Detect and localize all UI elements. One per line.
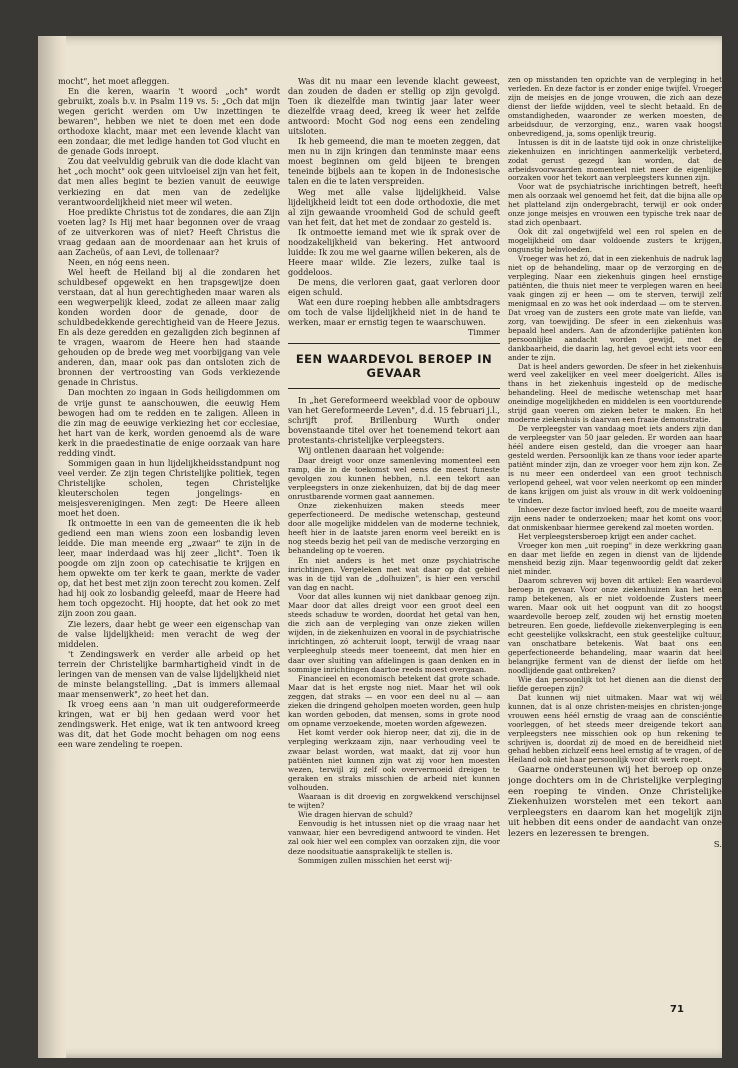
paragraph: De mens, die verloren gaat, gaat verloren door eigen schuld.	[288, 276, 500, 297]
column-middle	[288, 76, 500, 996]
paragraph: Ik ontmoette iemand met wie ik sprak over de noodzakelijkheid van bekering. Het antwoord luidde: Ik zou me wel gaarne willen bekeren, als de Heere maar wilde. Zie lezers, zulke taal is goddeloos.	[288, 226, 500, 277]
paragraph: Wat een dure roeping hebben alle ambtsdragers om toch de valse lijdelijkheid niet in de hand te werken, maar er ernstig tegen te waarschuwen.	[288, 297, 500, 328]
paragraph: Wie dragen hiervan de schuld?	[298, 810, 413, 820]
paragraph: Wel heeft de Heiland bij al die zondaren het schuldbesef opgewekt en hen trapsgewijze doen verstaan, dat al hun gerechtigheden maar waren als een wegwerpelijk kleed, zodat ze alleen maar zalig konden worden door de genade, door de schuldbedekkende gerechtigheid van de Heere Jezus. En als deze geredden en gezaligden zich beginnen af te vragen, waarom de Heere hen had staande gehouden op de brede weg met voorbijgang van vele anderen, dan, maar ook pas dan ontsloten zich de bronnen der vertroosting van Gods verkiezende genade in Christus.	[58, 266, 280, 388]
paragraph: Voor wat de psychiatrische inrichtingen betreft, heeft men als oorzaak wel genoemd het feit, dat die bijna alle op het platteland zijn ondergebracht, terwijl er ook onder onze jonge meisjes en vrouwen een typische trek naar de stad zich openbaart.	[508, 182, 722, 228]
paragraph: Weg met alle valse lijdelijkheid. Valse lijdelijkheid leidt tot een dode orthodoxie, die met al zijn gewaande vroomheid God de schuld geeft van het feit, dat het met de zondaar zo gesteld is.	[288, 186, 500, 227]
paragraph: Dan mochten zo ingaan in Gods heiligdommen om de vrije gunst te aanschouwen, die eeuwig Hem bewogen had om te redden en te zaligen. Alleen in die zin mag de eeuwige verkiezing het cor ecclesiae, het hart van de kerk, worden genoemd als de ware kerk in die praedestinatie de enige oorzaak van hare redding vindt.	[58, 387, 280, 458]
title-rule	[288, 388, 500, 389]
paragraph: Ik heb gemeend, die man te moeten zeggen, dat men nu in zijn kringen dan tenminste maar eens moest beginnen om geld bijeen te brengen teneinde bijbels aan te kopen in de Indonesische talen en die te laten verspreiden.	[288, 136, 500, 187]
paragraph: Inhoever deze factor invloed heeft, zou de moeite waard zijn eens nader te onderzoeken; maar het komt ons voor, dat onmiskenbaar hiermee gerekend zal moeten worden.	[508, 504, 722, 532]
article-title: EEN WAARDEVOL BEROEP IN GEVAAR	[295, 352, 493, 381]
paragraph: Onze ziekenhuizen maken steeds meer geperfectioneerd. De medische wetenschap, gesteund door alle mogelijke middelen van de moderne techniek, heeft hier in de laatste jaren enorm veel bereikt en is nog steeds bezig het peil van de medische verzorging en behandeling op te voeren.	[288, 500, 500, 556]
paragraph: 't Zendingswerk en verder alle arbeid op het terrein der Christelijke barmhartigheid vindt in de leringen van de mensen van de valse lijdelijkheid niet de minste belangstelling. „Dat is immers allemaal maar mensenwerk", zo heet het dan.	[58, 648, 280, 699]
paragraph: Daarom schreven wij boven dit artikel: Een waardevol beroep in gevaar. Voor onze ziekenhuizen kan het een ramp betekenen, als er niet voldoende Zusters meer waren. Maar ook uit het oogpunt van dit zo hoogst waardevolle beroep zelf, zouden wij het ernstig moeten betreuren. Een goede, liefdevolle ziekenverpleging is een echt geestelijke volkskracht, een stuk geestelijke cultuur, van onschatbare betekenis. Wat baat ons een geperfectioneerde behandeling, maar waarin dat heel belangrijke ferment van de dienst der liefde om het noodlijdende gaat ontbreken?	[508, 576, 722, 675]
paragraph: Wie dan persoonlijk tot het dienen aan die dienst der liefde geroepen zijn?	[508, 674, 722, 693]
paragraph: zen op misstanden ten opzichte van de verpleging in het verleden. En deze factor is er zonder enige twijfel. Vroeger zijn de meisjes en de jonge vrouwen, die zich aan deze dienst der liefde wijdden, veel te slecht betaald. En de omstandigheden, waaronder ze werken moesten, de arbeidsduur, de verzorging, enz., waren vaak hoogst onbevredigend, ja, soms openlijk treurig.	[508, 76, 722, 138]
magazine-page	[38, 36, 722, 1058]
paragraph: Vroeger kon men „uit roeping" in deze werkkring gaan en daar met liefde en zegen in dienst van de lijdende mensheid bezig zijn. Maar tegenwoordig geldt dat zeker niet minder.	[508, 540, 722, 577]
paragraph: Wij ontlenen daaraan het volgende:	[298, 445, 445, 456]
paragraph: Hoe predikte Christus tot de zondares, die aan Zijn voeten lag? Is Hij met haar begonnen over de vraag of ze uitverkoren was of niet? Heeft Christus die vraag gedaan aan de moordenaar aan het kruis of aan Zacheüs, of aan Levi, de tollenaar?	[58, 206, 280, 257]
paragraph: Dat is heel anders geworden. De sfeer in het ziekenhuis werd veel zakelijker en veel meer doelgericht. Alles is thans in het ziekenhuis ingesteld op de medische behandeling. Heel de medische wetenschap met haar oneindige mogelijkheden en middelen is een voortdurende strijd gaan voeren om zieken beter te maken. En het moderne ziekenhuis is daarvan een fraaie demonstratie.	[508, 361, 722, 425]
paragraph: Waaraan is dit droevig en zorgwekkend verschijnsel te wijten?	[288, 791, 500, 811]
signature-timmer: Timmer	[468, 327, 500, 338]
paragraph: Het komt verder ook hierop neer, dat zij, die in de verpleging werkzaam zijn, naar verhouding veel te zwaar belast worden, wat maakt, dat zij voor hun patiënten niet kunnen zijn wat zij voor hen moesten wezen, terwijl zij zelf ook oververmoeid dreigen te geraken en straks misschien de arbeid niet kunnen volhouden.	[288, 728, 500, 792]
paragraph: Sommigen zullen misschien het eerst wij-	[298, 855, 453, 865]
paragraph: Voor dat alles kunnen wij niet dankbaar genoeg zijn. Maar door dat alles dreigt voor een groot deel een steeds schaduw te worden, doordat het getal van hen, die zich aan de verpleging van onze zieken willen wijden, in de ziekenhuizen en vooral in de psychiatrische inrichtingen, zó achteruit loopt, terwijl de vraag naar verpleeghulp steeds meer toeneemt, dat men hier en daar over sluiting van afdelingen is gaan denken en in sommige inrichtingen daartoe reeds moest overgaan.	[288, 591, 500, 674]
paragraph: De verpleegster van vandaag moet iets anders zijn dan de verpleegster van 50 jaar geleden. Er worden aan haar héél andere eisen gesteld, dan die vroeger aan haar gesteld werden. Persoonlijk kan ze thans voor ieder aparte patiënt minder zijn, dan ze vroeger voor hem zijn kon. Ze is nu meer een onderdeel van een groot technisch verlopend geheel, wat voor velen neerkomt op een minder de kans krijgen om juist als vrouw in dit werk voldoening te vinden.	[508, 424, 722, 505]
section-rule	[288, 343, 500, 344]
column-left	[58, 76, 280, 996]
paragraph: Daar dreigt voor onze samenleving momenteel een ramp, die in de toekomst wel eens de meest funeste gevolgen zou kunnen hebben, n.l. een tekort aan verpleegsters in onze ziekenhuizen, dat bij de dag meer onrustbarende vormen gaat aannemen.	[288, 455, 500, 501]
paragraph: Ik ontmoette in een van de gemeenten die ik heb gediend een man wiens zoon een losbandig leven leidde. Die man meende erg „zwaar" te zijn in de leer, maar inderdaad was hij zeer „licht". Toen ik poogde om zijn zoon op catechisatie te krijgen en hem opwekte om ter kerk te gaan, merkte de vader op, dat het best met zijn zoon terecht zou komen. Zelf had hij ook zo losbandig geleefd, maar de Heere had hem toch opgezocht. Hij hoopte, dat het ook zo met zijn zoon zou gaan.	[58, 518, 280, 619]
paragraph: Ook dit zal ongetwijfeld wel een rol spelen en de mogelijkheid om daar voldoende zusters te krijgen, ongunstig beïnvloeden.	[508, 227, 722, 255]
page-number: 71	[670, 1004, 684, 1015]
paragraph: Ik vroeg eens aan 'n man uit oudgereformeerde kringen, wat er bij hen gedaan werd voor het zendingswerk. Het enige, wat ik ten antwoord kreeg was dit, dat het Gode mocht behagen om nog eens een ware zendeling te roepen.	[58, 698, 280, 750]
paragraph: In „het Gereformeerd weekblad voor de opbouw van het Gereformeerde Leven", d.d. 15 februari j.l., schrijft prof. Brillenburg Wurth onder bovenstaande titel over het toenemend tekort aan protestants-christelijke verpleegsters.	[288, 395, 500, 446]
paragraph: Gaarne ondersteunen wij het beroep op onze jonge dochters om in de Christelijke verpleging een roeping te vinden. Onze Christelijke Ziekenhuizen worstelen met een tekort aan verpleegsters en daarom kan het mogelijk zijn uit hebben dit eens onder de aandacht van onze lezers en lezeressen te brengen.	[508, 765, 722, 839]
paragraph: Neen, en nóg eens neen.	[68, 256, 170, 267]
paragraph: Was dit nu maar een levende klacht geweest, dan zouden de daden er stellig op zijn gevolgd. Toen ik diezelfde man twintig jaar later weer diezelfde vraag deed, kreeg ik weer het zelfde antwoord: Mocht God nog eens een zendeling uitsloten.	[288, 76, 500, 137]
paragraph: En niet anders is het met onze psychiatrische inrichtingen. Vergeleken met wat daar op dat gebied was in de tijd van de „dolhuizen", is hier een verschil van dag en nacht.	[288, 555, 500, 592]
paragraph: Zie lezers, daar hebt ge weer een eigenschap van de valse lijdelijkheid: men veracht de weg der middelen.	[58, 618, 280, 649]
paragraph: Zou dat veelvuldig gebruik van die dode klacht van het „och mocht" ook geen uitvloeisel zijn van het feit, dat men alles begint te bezien vanuit de eeuwige verkiezing en dat men van de zedelijke verantwoordelijkheid niet meer wil weten.	[58, 156, 280, 207]
paragraph: Intussen is dit in de laatste tijd ook in onze christelijke ziekenhuizen en inrichtingen aanmerkelijk verbeterd, zodat gerust gezegd kan worden, dat de arbeidsvoorwaarden momenteel niet meer de eigenlijke oorzaken voor het tekort aan verpleegsters kunnen zijn.	[508, 137, 722, 183]
paragraph: Het verpleegstersberoep krijgt een ander cachet.	[518, 531, 697, 541]
paragraph: En die keren, waarin 't woord „och" wordt gebruikt, zoals b.v. in Psalm 119 vs. 5: „Och dat mijn wegen gericht werden om Uw inzettingen te bewaren", hebben we niet te doen met een dode orthodoxe klacht, maar met een levende klacht van een zondaar, die met ledige handen tot God vlucht en de genade Gods inroept.	[58, 86, 280, 157]
column-right	[508, 76, 722, 996]
paragraph: Financieel en economisch betekent dat grote schade. Maar dat is het ergste nog niet. Maar het wil ook zeggen, dat straks — en voor een deel nu al — aan zieken die dringend geholpen moeten worden, geen hulp kan worden geboden, dat mensen, soms in grote nood om opname verzoekende, moeten worden afgewezen.	[288, 673, 500, 729]
paragraph: Dat kunnen wij niet uitmaken. Maar wat wij wél kunnen, dat is al onze christen-meisjes en christen-jonge vrouwen eens héél ernstig de vraag aan de consciëntie voorleggen, of het steeds meer dreigende tekort aan verpleegsters nee misschien ook op hun rekening te schrijven is, doordat zij de moed en de bereidheid niet gehad hebben zichzelf eens heel ernstig af te vragen, of de Heiland ook niet haar persoonlijk voor dit werk roept.	[508, 692, 722, 765]
paragraph: mocht", het moet afleggen.	[58, 76, 170, 86]
paragraph: Eenvoudig is het intussen niet op die vraag naar het vanwaar, hier een bevredigend antwoord te vinden. Het zal ook hier wel een complex van oorzaken zijn, die voor deze noodsituatie aansprakelijk te stellen is.	[288, 819, 500, 856]
paragraph: Vroeger was het zó, dat in een ziekenhuis de nadruk lag niet op de behandeling, maar op de verzorging en de verpleging. Naar een ziekenhuis gingen heel ernstige patiënten, die thuis niet meer te verplegen waren en heel vaak gingen zij er heen — om te sterven, terwijl zelf menigmaal en zo was het ook inderdaad — om te sterven. Dat vroeg van de zusters een grote mate van liefde, van zorg, van toewijding. De sfeer in een ziekenhuis was bepaald heel anders. Aan de afzonderlijke patiënten kon persoonlijke aandacht worden gewijd, met de dankbaarheid, die daarin lag, het gevoel echt iets voor een ander te zijn.	[508, 254, 722, 362]
signature-s: S.	[713, 839, 722, 850]
paragraph: Sommigen gaan in hun lijdelijkheidsstandpunt nog veel verder. Ze zijn tegen Christelijke politiek, tegen Christelijke scholen, tegen Christelijke kleuterscholen tegen jongelings- en meisjesverenigingen. Men zegt: De Heere alleen moet het doen.	[58, 457, 280, 519]
